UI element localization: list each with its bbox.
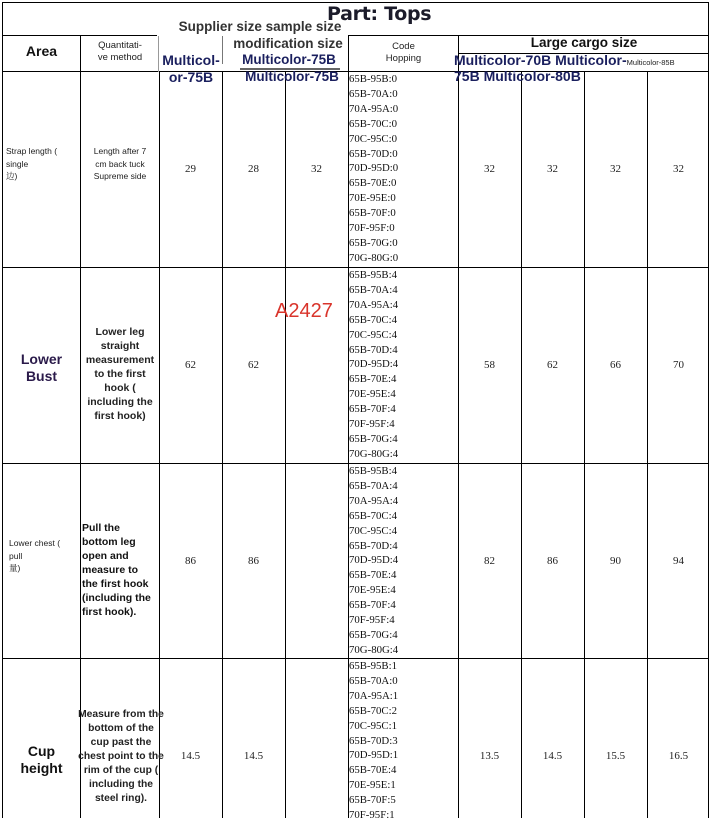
header-large-line2: 75B Multicolor-80B	[454, 68, 581, 84]
row-area: Strap length ( single 边)	[6, 146, 58, 181]
large-value: 32	[484, 163, 495, 175]
code-hopping-list: 65B-95B:4 65B-70A:4 70A-95A:4 65B-70C:4 70C-95C:4 65B-70D:4 70D-95D:4 65B-70E:4 70E-95E:4 65B-70F:4 70F-95F:4 65B-70G:4 70G-80G:4	[349, 269, 399, 460]
header-supplier-col1: Multicol- or-75B	[162, 52, 220, 85]
page-title: Part: Tops	[327, 3, 432, 25]
supplier-value: 14.5	[243, 750, 264, 762]
large-value: 13.5	[479, 750, 500, 762]
supplier-value: 32	[311, 163, 322, 175]
large-value: 14.5	[542, 750, 563, 762]
header-modification: modification size	[233, 36, 343, 51]
large-value: 32	[547, 163, 558, 175]
header-supplier-group: Supplier size sample size	[178, 19, 342, 34]
row-method: Length after 7 cm back tuck Supreme side	[93, 146, 147, 181]
supplier-value: 14.5	[180, 750, 201, 762]
row-area: Cup height	[20, 743, 63, 776]
header-large-line1-text: Multicolor-70B Multicolor-	[454, 52, 627, 68]
large-value: 58	[484, 359, 495, 371]
header-method: Quantitati- ve method	[97, 40, 143, 63]
large-value: 94	[673, 555, 684, 567]
row-method: Pull the bottom leg open and measure to the first hook (including the first hook).	[82, 522, 151, 618]
row-area: Lower chest ( pull 量)	[9, 538, 61, 573]
large-value: 82	[484, 555, 495, 567]
supplier-value: 29	[185, 163, 196, 175]
watermark: A2427	[275, 300, 333, 322]
header-code-hopping: Code Hopping	[385, 41, 422, 64]
large-value: 70	[673, 359, 684, 371]
large-value: 66	[610, 359, 621, 371]
large-value: 15.5	[605, 750, 626, 762]
supplier-value: 62	[185, 359, 196, 371]
large-value: 32	[610, 163, 621, 175]
supplier-value: 28	[248, 163, 259, 175]
large-value: 86	[547, 555, 558, 567]
row-area: Lower Bust	[20, 351, 63, 384]
large-value: 32	[673, 163, 684, 175]
header-large-small: Multicolor-85B	[626, 58, 675, 67]
code-hopping-list: 65B-95B:1 65B-70A:0 70A-95A:1 65B-70C:2 70C-95C:1 65B-70D:3 70D-95D:1 65B-70E:4 70E-95E:1 65B-70F:5 70F-95F:1	[349, 660, 399, 818]
large-value: 62	[547, 359, 558, 371]
header-mod-col1: Multicolor-75B	[242, 52, 336, 67]
header-area: Area	[25, 43, 58, 59]
large-value: 16.5	[668, 750, 689, 762]
supplier-value: 86	[248, 555, 259, 567]
header-large-group: Large cargo size	[530, 35, 638, 50]
code-hopping-list: 65B-95B:4 65B-70A:4 70A-95A:4 65B-70C:4 70C-95C:4 65B-70D:4 70D-95D:4 65B-70E:4 70E-95E:4 65B-70F:4 70F-95F:4 65B-70G:4 70G-80G:4	[349, 465, 399, 656]
row-method: Measure from the bottom of the cup past the chest point to the rim of the cup ( including the steel ring).	[78, 709, 164, 804]
row-method: Lower leg straight measurement to the first hook ( including the first hook)	[85, 326, 155, 422]
supplier-value: 62	[248, 359, 259, 371]
code-hopping-list: 65B-95B:0 65B-70A:0 70A-95A:0 65B-70C:0 70C-95C:0 65B-70D:0 70D-95D:0 65B-70E:0 70E-95E:0 65B-70F:0 70F-95F:0 65B-70G:0 70G-80G:0	[349, 73, 399, 264]
large-value: 90	[610, 555, 621, 567]
header-mod-col2: Multicolor-75B	[245, 69, 339, 84]
supplier-value: 86	[185, 555, 196, 567]
